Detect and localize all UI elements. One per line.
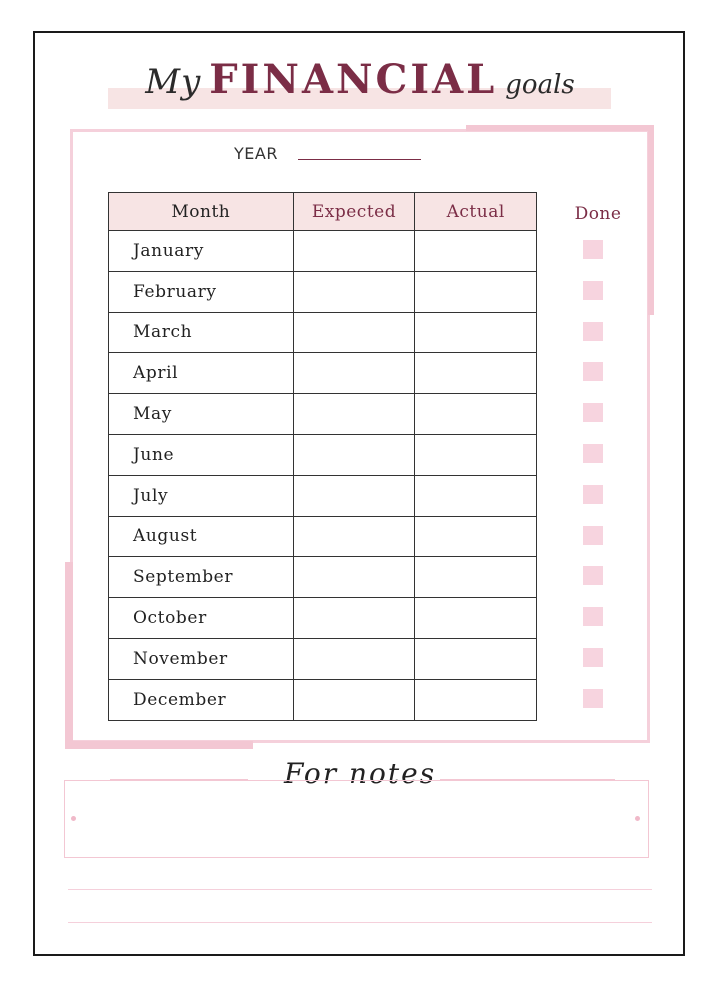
expected-cell[interactable]: [293, 475, 415, 516]
table-row: [109, 679, 537, 720]
table-row: [109, 516, 537, 557]
notes-dot-right: [635, 816, 640, 821]
expected-cell[interactable]: [293, 434, 415, 475]
note-line[interactable]: [68, 922, 652, 923]
month-cell: September: [109, 557, 294, 598]
notes-title: For notes: [283, 757, 437, 790]
table-row: [109, 557, 537, 598]
done-checkbox[interactable]: [583, 362, 603, 381]
table-row: [109, 434, 537, 475]
month-cell: May: [109, 394, 294, 435]
done-checkbox[interactable]: [583, 566, 603, 585]
done-checkbox[interactable]: [583, 240, 603, 259]
done-checkbox[interactable]: [583, 648, 603, 667]
done-checkbox[interactable]: [583, 485, 603, 504]
expected-cell[interactable]: [293, 353, 415, 394]
page-title: [0, 56, 720, 103]
month-cell: July: [109, 475, 294, 516]
expected-cell[interactable]: [293, 638, 415, 679]
table-row: [109, 394, 537, 435]
header-month: Month: [109, 193, 294, 231]
year-label: YEAR: [234, 144, 278, 163]
month-cell: December: [109, 679, 294, 720]
title-prefix: My: [145, 62, 202, 102]
notes-dot-left: [71, 816, 76, 821]
done-checkbox[interactable]: [583, 689, 603, 708]
year-input-line[interactable]: [298, 159, 421, 160]
month-cell: August: [109, 516, 294, 557]
title-main: FINANCIAL: [209, 56, 498, 103]
actual-cell[interactable]: [415, 516, 537, 557]
month-cell: November: [109, 638, 294, 679]
actual-cell[interactable]: [415, 353, 537, 394]
expected-cell[interactable]: [293, 312, 415, 353]
actual-cell[interactable]: [415, 271, 537, 312]
header-done: Done: [574, 204, 622, 224]
month-cell: October: [109, 598, 294, 639]
done-checkbox[interactable]: [583, 607, 603, 626]
notes-input[interactable]: [64, 780, 649, 858]
table-row: [109, 475, 537, 516]
month-cell: April: [109, 353, 294, 394]
done-checkbox[interactable]: [583, 281, 603, 300]
done-checkbox[interactable]: [583, 526, 603, 545]
month-cell: March: [109, 312, 294, 353]
expected-cell[interactable]: [293, 271, 415, 312]
month-cell: January: [109, 231, 294, 272]
table-header-row: [109, 193, 537, 231]
actual-cell[interactable]: [415, 475, 537, 516]
title-suffix: goals: [505, 70, 575, 100]
actual-cell[interactable]: [415, 231, 537, 272]
done-checkbox[interactable]: [583, 322, 603, 341]
actual-cell[interactable]: [415, 598, 537, 639]
expected-cell[interactable]: [293, 394, 415, 435]
expected-cell[interactable]: [293, 679, 415, 720]
expected-cell[interactable]: [293, 598, 415, 639]
done-checkbox[interactable]: [583, 403, 603, 422]
table-row: [109, 231, 537, 272]
header-actual: Actual: [415, 193, 537, 231]
note-line[interactable]: [68, 889, 652, 890]
actual-cell[interactable]: [415, 557, 537, 598]
month-cell: June: [109, 434, 294, 475]
month-cell: February: [109, 271, 294, 312]
table-row: [109, 353, 537, 394]
expected-cell[interactable]: [293, 557, 415, 598]
goals-table: [108, 192, 537, 721]
actual-cell[interactable]: [415, 434, 537, 475]
actual-cell[interactable]: [415, 679, 537, 720]
expected-cell[interactable]: [293, 231, 415, 272]
table-row: [109, 598, 537, 639]
actual-cell[interactable]: [415, 638, 537, 679]
header-expected: Expected: [293, 193, 415, 231]
actual-cell[interactable]: [415, 312, 537, 353]
table-row: [109, 271, 537, 312]
expected-cell[interactable]: [293, 516, 415, 557]
done-checkbox[interactable]: [583, 444, 603, 463]
table-row: [109, 638, 537, 679]
table-row: [109, 312, 537, 353]
actual-cell[interactable]: [415, 394, 537, 435]
